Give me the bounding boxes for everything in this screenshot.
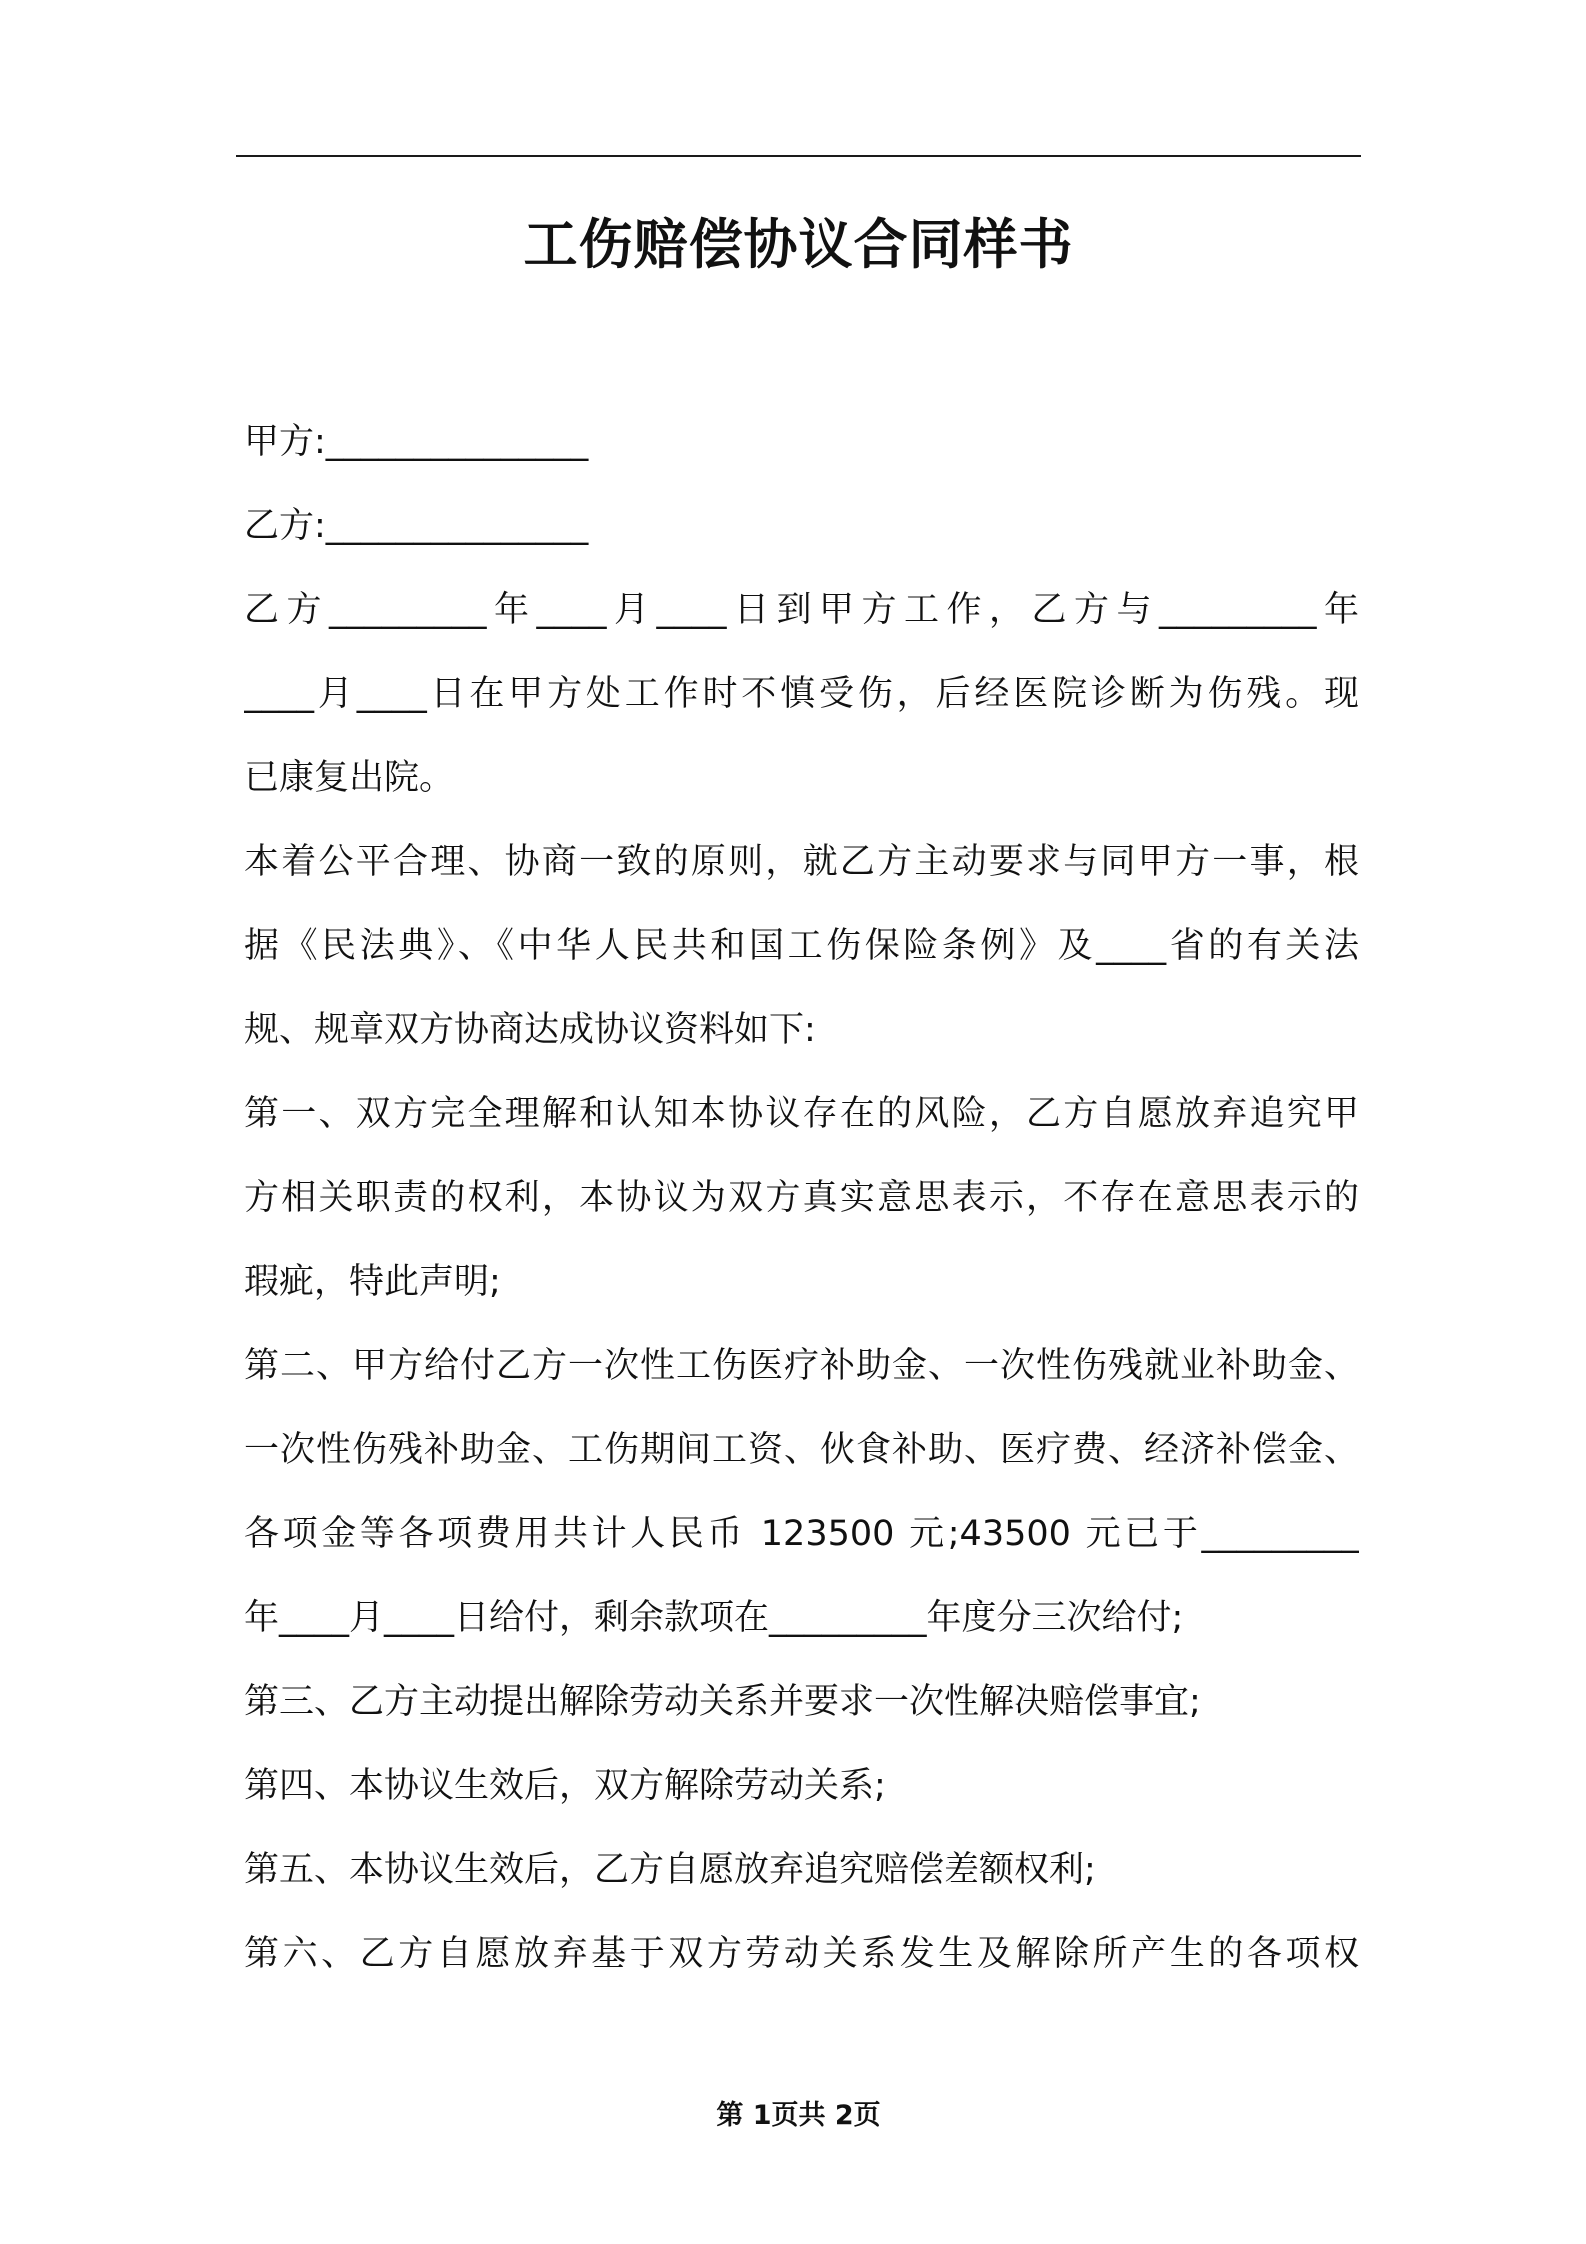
body-line: 已康复出院。 — [244, 758, 455, 798]
clause-5-line: 第五、本协议生效后，乙方自愿放弃追究赔偿差额权利; — [244, 1850, 1096, 1890]
clause-2-line: 各项金等各项费用共计人民币 123500 元;43500 元已于_________ — [244, 1514, 1359, 1554]
document-body — [244, 400, 1359, 1996]
body-line: 本着公平合理、协商一致的原则，就乙方主动要求与同甲方一事，根 — [244, 842, 1359, 882]
clause-1-line: 瑕疵，特此声明; — [244, 1262, 501, 1302]
clause-1-line: 第一、双方完全理解和认知本协议存在的风险，乙方自愿放弃追究甲 — [244, 1094, 1359, 1134]
header-rule — [236, 155, 1361, 157]
clause-1-line: 方相关职责的权利，本协议为双方真实意思表示，不存在意思表示的 — [244, 1178, 1359, 1218]
body-line: 乙方_________年____月____日到甲方工作，乙方与_________年 — [244, 590, 1359, 630]
page-footer: 第 1页共 2页 — [716, 2100, 881, 2131]
clause-6-line: 第六、乙方自愿放弃基于双方劳动关系发生及解除所产生的各项权 — [244, 1934, 1359, 1974]
clause-2-line: 第二、甲方给付乙方一次性工伤医疗补助金、一次性伤残就业补助金、 — [244, 1346, 1359, 1386]
clause-3-line: 第三、乙方主动提出解除劳动关系并要求一次性解决赔偿事宜; — [244, 1682, 1201, 1722]
body-line: 规、规章双方协商达成协议资料如下: — [244, 1010, 816, 1050]
clause-4-line: 第四、本协议生效后，双方解除劳动关系; — [244, 1766, 886, 1806]
party-b-line: 乙方:_______________ — [244, 506, 589, 546]
clause-2-line: 一次性伤残补助金、工伤期间工资、伙食补助、医疗费、经济补偿金、 — [244, 1430, 1359, 1470]
body-line: 据《民法典》、《中华人民共和国工伤保险条例》及____省的有关法 — [244, 926, 1359, 966]
body-line: ____月____日在甲方处工作时不慎受伤，后经医院诊断为伤残。现 — [244, 674, 1359, 714]
document-title: 工伤赔偿协议合同样书 — [523, 213, 1074, 276]
party-a-line: 甲方:_______________ — [244, 422, 589, 462]
clause-2-line: 年____月____日给付，剩余款项在_________年度分三次给付; — [244, 1598, 1184, 1638]
